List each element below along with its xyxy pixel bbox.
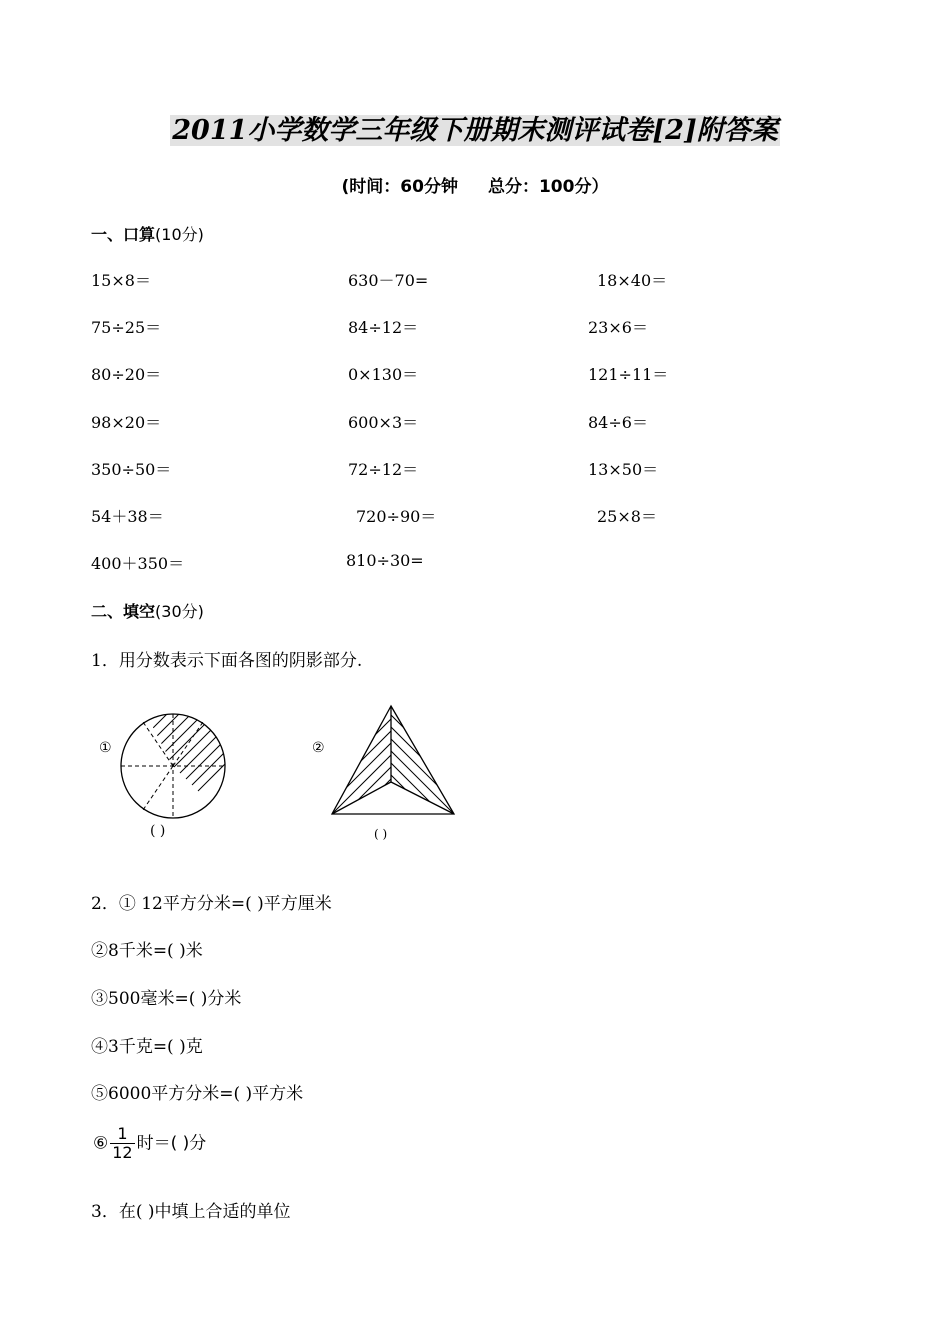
oral-item: 121÷11＝: [588, 365, 669, 384]
oral-item: 0×130＝: [348, 365, 419, 384]
oral-item: 80÷20＝: [91, 365, 162, 384]
page-title: [0, 108, 950, 147]
section-oral-points: (10分): [155, 225, 204, 244]
oral-item: 720÷90＝: [356, 507, 437, 526]
question-2-line-1: 2．① 12平方分米=( )平方厘米: [91, 894, 332, 914]
section-oral-heading: [91, 222, 204, 245]
oral-item: 600×3＝: [348, 413, 419, 432]
oral-item: 84÷6＝: [588, 413, 648, 432]
exam-info: [0, 172, 950, 197]
oral-item: 810÷30=: [346, 551, 424, 570]
section-fill-title: 二、填空: [91, 602, 156, 621]
question-2-line-6: [93, 1125, 206, 1162]
figure-1-answer: ( ): [150, 823, 166, 839]
question-3: 3．在( )中填上合适的单位: [91, 1202, 291, 1222]
oral-item: 630－70=: [348, 271, 429, 290]
figure-1-label: ①: [99, 740, 112, 756]
question-2-line-4: ④3千克=( )克: [91, 1037, 203, 1057]
section-oral-title: 一、口算: [91, 225, 156, 244]
title-text: 2011小学数学三年级下册期末测评试卷[2]附答案: [172, 115, 778, 146]
oral-item: 98×20＝: [91, 413, 162, 432]
figure-2-triangle: [328, 702, 460, 820]
oral-item: 72÷12＝: [348, 460, 419, 479]
exam-time: (时间：60分钟: [341, 177, 458, 197]
fraction-numerator: 1: [110, 1125, 134, 1144]
section-fill-points: (30分): [155, 602, 204, 621]
figure-2-label: ②: [312, 740, 325, 756]
section-fill-heading: [91, 599, 204, 622]
oral-item: 350÷50＝: [91, 460, 172, 479]
oral-item: 400＋350＝: [91, 554, 185, 573]
oral-item: 84÷12＝: [348, 318, 419, 337]
oral-item: 25×8＝: [597, 507, 657, 526]
question-2-line-2: ②8千米=( )米: [91, 941, 203, 961]
item-6-text: 时＝( )分: [136, 1133, 207, 1154]
oral-item: 54＋38＝: [91, 507, 164, 526]
question-1: 1．用分数表示下面各图的阴影部分.: [91, 651, 363, 671]
exam-score: 总分：100分）: [487, 177, 609, 197]
figure-2-answer: ( ): [374, 827, 388, 841]
question-2-line-5: ⑤6000平方分米=( )平方米: [91, 1084, 304, 1104]
figure-1-circle: [115, 708, 231, 824]
oral-item: 18×40＝: [597, 271, 668, 290]
item-6-marker: ⑥: [93, 1133, 109, 1154]
fraction-denominator: 12: [112, 1143, 133, 1162]
fraction: [110, 1125, 134, 1162]
oral-item: 75÷25＝: [91, 318, 162, 337]
oral-item: 13×50＝: [588, 460, 659, 479]
oral-item: 15×8＝: [91, 271, 151, 290]
oral-item: 23×6＝: [588, 318, 648, 337]
question-2-line-3: ③500毫米=( )分米: [91, 989, 242, 1009]
